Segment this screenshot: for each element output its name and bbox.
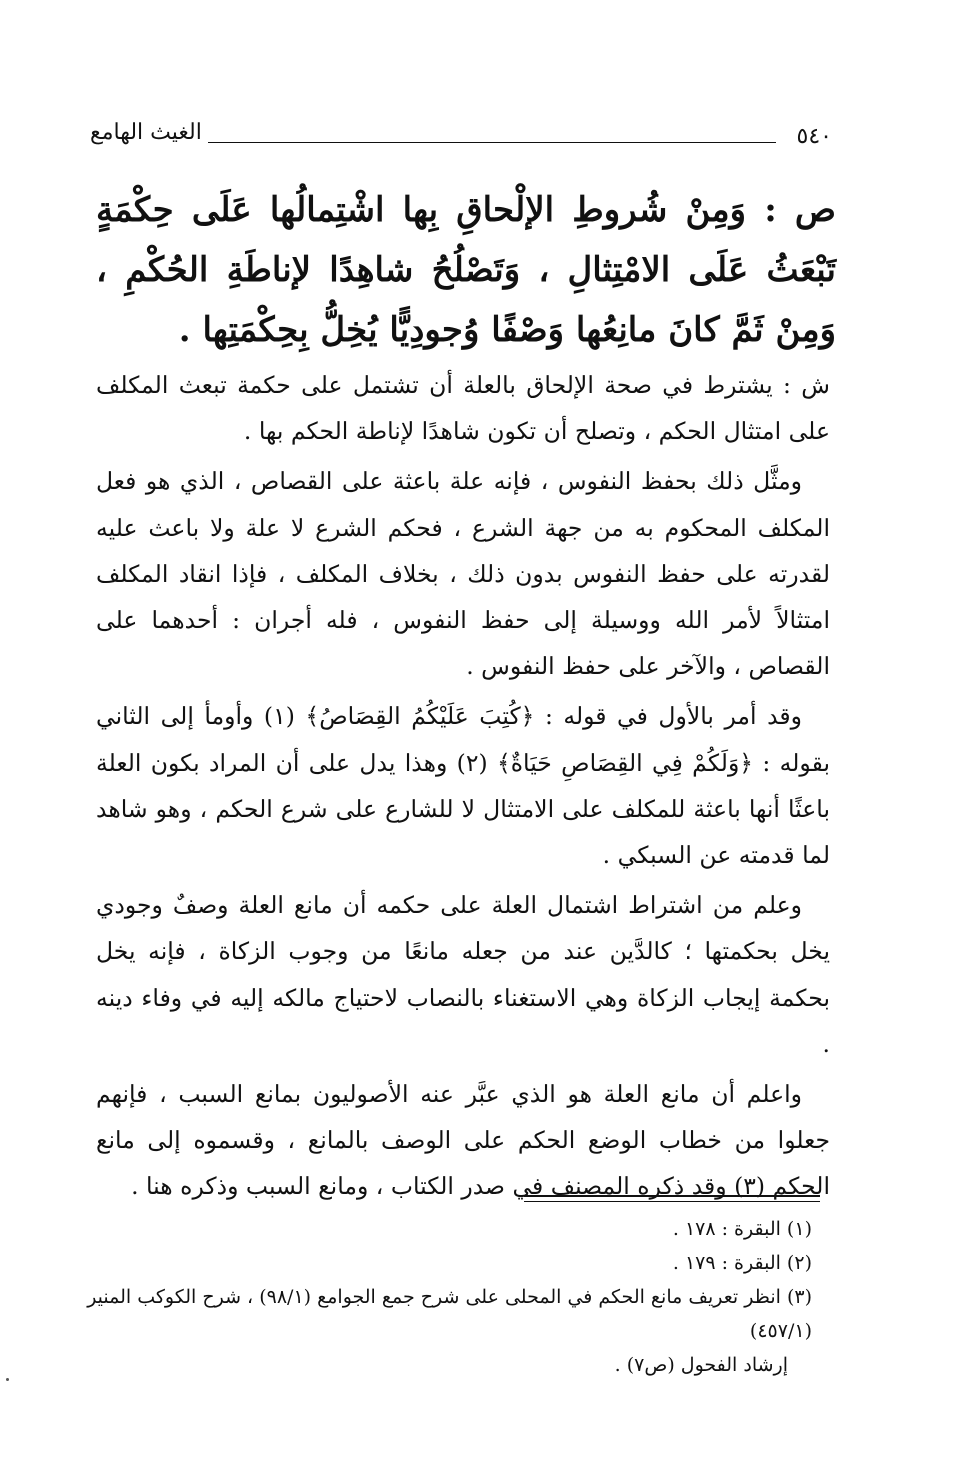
footnote: (٣) انظر تعريف مانع الحكم في المحلى على شرح جمع الجوامع (٩٨/١) ، شرح الكوكب المنير (٤٥٧/١) [87,1286,812,1342]
footnote-separator [524,1201,820,1202]
footnotes [86,1212,812,1382]
running-title: الغيث الهامع [90,120,202,145]
header-rule [208,142,776,143]
page-number: ٥٤٠ [796,124,832,149]
footnote-continuation: إرشاد الفحول (ص٧) . [614,1354,788,1376]
matn-text: ص : وَمِنْ شُروطِ الإلْحاقِ بِها اشْتِمالُها عَلَى حِكْمَةٍ تَبْعَثُ عَلَى الامْتِثالِ ، وَتَصْلُحُ شاهِدًا لإناطَةِ الحُكْمِ ، وَمِنْ ثَمَّ كانَ مانِعُها وَصْفًا وُجودِيًّا يُخِلُّ بِحِكْمَتِها . [96,190,836,350]
page-header [90,118,832,158]
footnote-separator [524,1195,820,1197]
footnote: (١) البقرة : ١٧٨ . [672,1218,812,1240]
commentary-paragraph: وعلم من اشتراط اشتمال العلة على حكمه أن مانع العلة وصفٌ وجودي يخل بحكمتها ؛ كالدَّين عند من جعله مانعًا من وجوب الزكاة ، فإنه يخل بحكمة إيجاب الزكاة وهي الاستغناء بالنصاب لاحتياج مالكه إليه في وفاء دينه . [96,891,830,1058]
commentary-paragraph: ومثَّل ذلك بحفظ النفوس ، فإنه علة باعثة على القصاص ، الذي هو فعل المكلف المحكوم به من جهة الشرع ، فحكم الشرع لا علة ولا باعث عليه لقدرته على حفظ النفوس بدون ذلك ، بخلاف المكلف ، فإذا انقاد المكلف امتثالاً لأمر الله ووسيلة إلى حفظ النفوس ، فله أجران : أحدهما على القصاص ، والآخر على حفظ النفوس . [96,467,830,681]
scan-speck [6,1378,9,1381]
commentary [96,362,830,1214]
commentary-paragraph: وقد أمر بالأول في قوله : ﴿كُتِبَ عَلَيْكُمُ القِصَاصُ﴾ (١) وأومأ إلى الثاني بقوله : ﴿وَلَكُمْ فِي القِصَاصِ حَيَاةٌ﴾ (٢) وهذا يدل على أن المراد بكون العلة باعثًا أنها باعثة للمكلف على الامتثال لا للشارع على شرع الحكم ، وهو شاهد لما قدمته عن السبكي . [96,702,830,870]
commentary-paragraph: ش : يشترط في صحة الإلحاق بالعلة أن تشتمل على حكمة تبعث المكلف على امتثال الحكم ، وتصلح أن تكون شاهدًا لإناطة الحكم بها . [96,371,830,446]
commentary-paragraph: واعلم أن مانع العلة هو الذي عبَّر عنه الأصوليون بمانع السبب ، فإنهم جعلوا من خطاب الوضع الحكم على الوصف بالمانع ، وقسموه إلى مانع الحكم (٣) وقد ذكره المصنف في صدر الكتاب ، ومانع السبب وذكره هنا . [96,1080,830,1201]
footnote: (٢) البقرة : ١٧٩ . [672,1252,812,1274]
